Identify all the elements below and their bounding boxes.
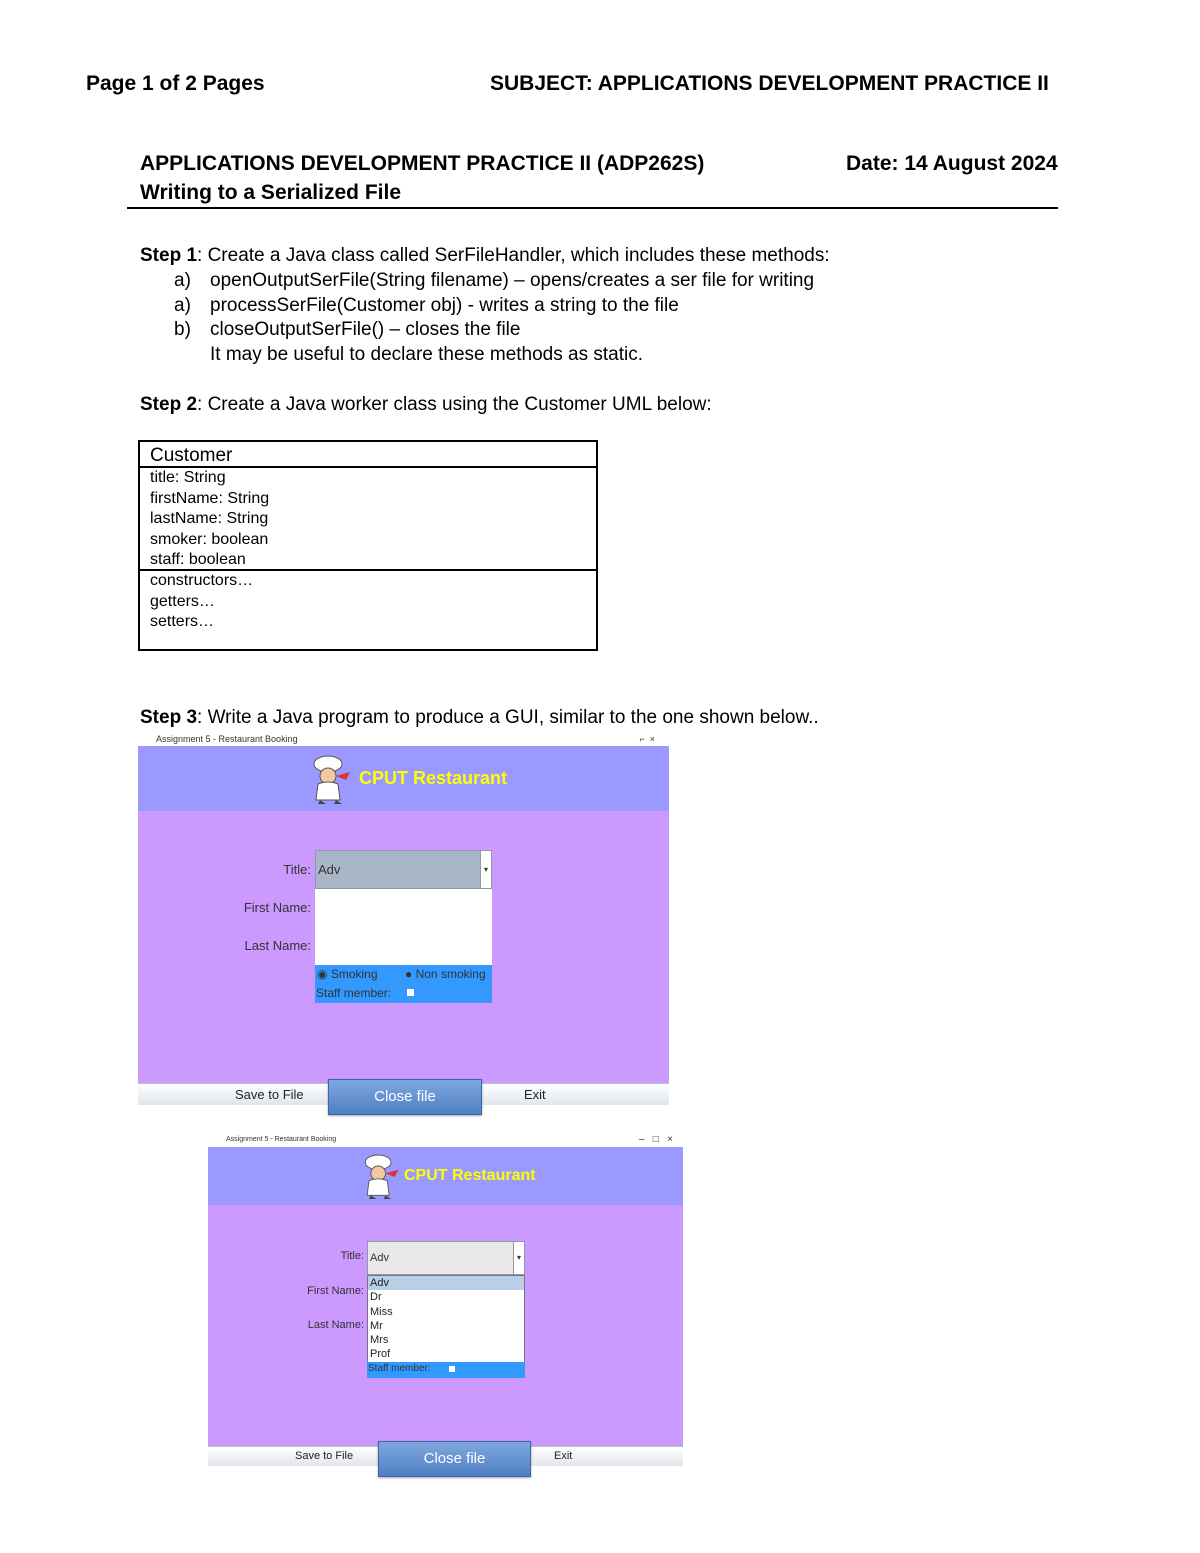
first-name-input[interactable] — [315, 889, 492, 927]
first-name-label: First Name: — [307, 1285, 364, 1297]
restaurant-banner — [208, 1147, 683, 1205]
window-title: Assignment 5 - Restaurant Booking — [156, 734, 298, 744]
title-dropdown-list[interactable] — [367, 1275, 525, 1363]
title-combo-value: Adv — [318, 862, 341, 877]
uml-attribute: title: String — [150, 469, 226, 486]
title-rule — [127, 207, 1058, 209]
smoking-radio[interactable]: ◉ Smoking — [317, 967, 378, 981]
step1-item-text: closeOutputSerFile() – closes the file — [210, 319, 521, 340]
staff-member-label: Staff member: — [316, 986, 392, 1000]
title-label: Title: — [283, 862, 311, 877]
uml-methods — [140, 571, 596, 633]
chevron-down-icon[interactable]: ▾ — [480, 851, 491, 888]
chef-logo-icon — [358, 1153, 402, 1201]
step3-heading: Step 3: Write a Java program to produce a GUI, similar to the one shown below.. — [140, 707, 819, 728]
window-controls[interactable]: ⌐ × — [639, 734, 655, 744]
window-titlebar — [208, 1133, 683, 1147]
step1-item: a) — [174, 270, 191, 291]
uml-customer-box — [138, 440, 598, 651]
chef-logo-icon — [306, 754, 354, 806]
title-label: Title: — [340, 1250, 364, 1262]
uml-attribute: firstName: String — [150, 489, 270, 507]
restaurant-name: CPUT Restaurant — [404, 1167, 536, 1184]
staff-checkbox[interactable] — [449, 1366, 455, 1372]
doc-subtitle: Writing to a Serialized File — [140, 181, 401, 204]
exit-button[interactable]: Exit — [524, 1087, 546, 1102]
step1-item: b) — [174, 319, 191, 340]
chevron-down-icon[interactable]: ▾ — [513, 1242, 524, 1274]
gui-window-2 — [208, 1133, 683, 1466]
uml-attribute: staff: boolean — [150, 551, 246, 568]
uml-class-name: Customer — [140, 442, 596, 468]
dropdown-option[interactable]: Mrs — [370, 1334, 389, 1347]
close-file-button[interactable]: Close file — [378, 1441, 531, 1477]
save-button[interactable]: Save to File — [295, 1450, 354, 1462]
dropdown-option[interactable]: Dr — [370, 1291, 382, 1304]
staff-checkbox[interactable] — [407, 989, 414, 996]
dropdown-option[interactable]: Miss — [370, 1305, 393, 1318]
doc-date: Date: 14 August 2024 — [846, 152, 1058, 175]
step1-item-text: openOutputSerFile(String filename) – opens/creates a ser file for writing — [210, 270, 815, 291]
uml-attributes — [140, 468, 596, 571]
gui-window-1 — [138, 732, 669, 1105]
uml-method: getters… — [150, 592, 215, 610]
step2-heading: Step 2: Create a Java worker class using the Customer UML below: — [140, 394, 712, 415]
restaurant-banner — [138, 746, 669, 811]
step1-note: It may be useful to declare these methods as static. — [210, 344, 644, 365]
options-panel — [315, 965, 492, 1003]
non-smoking-radio[interactable]: ● Non smoking — [405, 967, 486, 981]
restaurant-name: CPUT Restaurant — [359, 768, 508, 788]
options-panel — [367, 1362, 525, 1378]
exit-button[interactable]: Exit — [554, 1450, 573, 1462]
staff-member-label: Staff member: — [368, 1363, 431, 1374]
last-name-label: Last Name: — [307, 1319, 364, 1331]
step1-item: a) — [174, 295, 191, 316]
title-combo[interactable] — [315, 850, 492, 889]
course-title: APPLICATIONS DEVELOPMENT PRACTICE II (ADP262S) — [140, 152, 705, 175]
title-combo[interactable] — [367, 1241, 525, 1275]
page-number: Page 1 of 2 Pages — [86, 72, 265, 95]
uml-attribute: smoker: boolean — [150, 530, 269, 548]
dropdown-option[interactable]: Mr — [370, 1319, 383, 1332]
window-controls[interactable]: – □ × — [638, 1134, 673, 1145]
uml-method: constructors… — [150, 572, 254, 589]
title-combo-value: Adv — [370, 1252, 389, 1264]
window-titlebar — [138, 732, 669, 746]
first-name-label: First Name: — [243, 900, 311, 915]
uml-attribute: lastName: String — [150, 510, 269, 527]
close-file-button[interactable]: Close file — [328, 1079, 482, 1115]
step1-item-text: processSerFile(Customer obj) - writes a string to the file — [210, 295, 679, 316]
dropdown-option[interactable]: Prof — [370, 1348, 391, 1361]
last-name-label: Last Name: — [244, 938, 311, 953]
last-name-input[interactable] — [315, 927, 492, 965]
dropdown-option[interactable]: Adv — [368, 1276, 524, 1290]
subject-header: SUBJECT: APPLICATIONS DEVELOPMENT PRACTICE II — [490, 72, 1049, 95]
uml-method: setters… — [150, 613, 215, 630]
window-title: Assignment 5 - Restaurant Booking — [226, 1136, 337, 1143]
step1-heading: Step 1: Create a Java class called SerFileHandler, which includes these methods: — [140, 245, 830, 266]
save-button[interactable]: Save to File — [235, 1087, 304, 1102]
